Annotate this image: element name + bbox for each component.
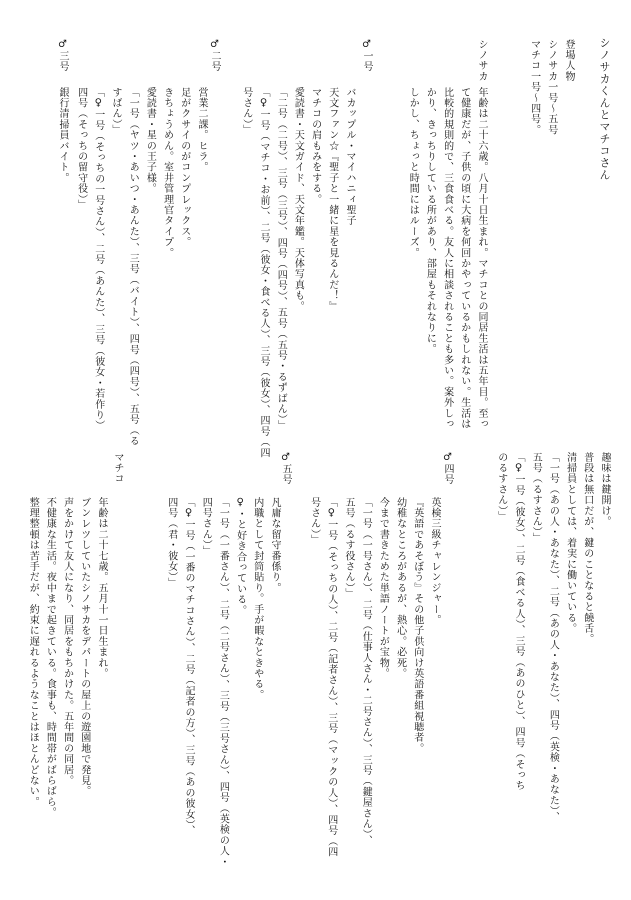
intro-line: マチコ一号～四号。 bbox=[528, 39, 540, 136]
description-line: マチコの肩もみをする。 bbox=[309, 87, 321, 205]
description-line: かり、きっちりしている所があり、部屋もそれなりに。 bbox=[424, 87, 436, 355]
description-line: 「♀一号（マチコ・お前）、二号（彼女・食べる人）、三号（彼女）、四号（四 bbox=[257, 87, 269, 459]
description-line: 「一号（一番さん）、二号（二号さん）、三号（三号さん）、四号（英検の人・ bbox=[217, 497, 229, 868]
description-line: 足がクサイのがコンプレックス。 bbox=[178, 87, 190, 248]
description-line: 「一号（ヤツ・あいつ・あんた）、三号（バイト）、四号（四号）、五号（る bbox=[127, 87, 139, 447]
description-line: 五号（るす役さん）」 bbox=[342, 497, 354, 599]
machiko-heading: マチコ bbox=[112, 452, 123, 485]
description-line: 比較的規則的で、三食食べる。友人に相談されることも多い。案外しっ bbox=[441, 87, 453, 430]
description-line: 声をかけて友人になり、同居をもちかけた。五年間の同居。 bbox=[61, 497, 73, 786]
description-line: しかし、ちょっと時間にはルーズ。 bbox=[407, 87, 419, 259]
male-3-heading: ♂三号 bbox=[57, 39, 68, 73]
male-5-heading: ♂五号 bbox=[280, 452, 291, 486]
description-line: ♀・と好き合っている。 bbox=[234, 497, 246, 616]
description-line: 今まで書きためた単語ノートが宝物。 bbox=[377, 497, 389, 679]
description-line: 「一号（一号さん）、二号（仕事人さん・二号さん）、三号（鍵屋さん）、 bbox=[360, 497, 372, 846]
document-title: シノサカくんとマチコさん bbox=[598, 37, 611, 181]
description-line: のるすさん）」 bbox=[495, 452, 507, 522]
machiko-description bbox=[24, 497, 110, 818]
description-line: 天文ファン☆『聖子と一緒に星を見るんだ！』 bbox=[326, 87, 338, 312]
description-line: 「♀一号（そっちの人）、二号（記者さん）、三号（マックの人）、四号（四 bbox=[325, 497, 337, 858]
description-line: きちょうめん。室井管理官タイプ。 bbox=[161, 87, 173, 259]
description-line: 普段は無口だが、鍵のことなると饒舌。 bbox=[581, 452, 593, 645]
male-2-heading: ♂二号 bbox=[209, 39, 220, 73]
description-line: 営業二課。ヒラ。 bbox=[196, 87, 207, 173]
shinosaka-heading: シノサカ bbox=[476, 39, 487, 82]
description-line: 清掃員としては、着実に働いている。 bbox=[564, 452, 576, 634]
description-line: 整理整頓は苦手だが、約束に遅れるようなことはほとんどない。 bbox=[27, 497, 39, 808]
description-line: 年齢は二十六歳。八月十日生まれ。マチコとの同居生活は五年目。至っ bbox=[476, 87, 487, 430]
description-line: 五号（るすさん）」 bbox=[530, 452, 542, 544]
description-line: 四号さん）」 bbox=[200, 497, 212, 557]
description-line: 趣味は鍵開け。 bbox=[599, 452, 610, 527]
description-line: 愛読書・星の王子様。 bbox=[144, 87, 156, 194]
description-line: 「一号（あの人・あなた）、二号（あの人・あなた）、四号（英検・あなた）、 bbox=[547, 452, 559, 823]
description-line: 幼稚なところがあるが、熱心。必死。 bbox=[394, 497, 406, 679]
description-line: 不健康な生活。夜中まで起きている。食事も、時間帯がばらばら。 bbox=[44, 497, 56, 818]
male-3-description bbox=[54, 87, 71, 183]
description-line: 英検三級チャレンジャー。 bbox=[429, 497, 440, 626]
description-line: 「♀一号（一番のマチコさん）、二号（記者の方）、三号（あの彼女）、 bbox=[182, 497, 194, 837]
description-line: 号さん）」 bbox=[240, 87, 252, 136]
male-2-description bbox=[72, 87, 210, 447]
description-line: バカップル・マイハニィ聖子 bbox=[344, 87, 355, 227]
description-line: 凡庸な留守番係り。 bbox=[269, 497, 280, 594]
male-1-heading: ♂一号 bbox=[361, 39, 372, 73]
male-1-description bbox=[238, 87, 358, 458]
description-line: 愛読書・天文ガイド、天文年鑑。天体写真も。 bbox=[292, 87, 304, 312]
description-line: 「♀一号（彼女）、二号（食べる人）、三号（あのひと）、四号（そっち bbox=[512, 452, 524, 792]
description-line: 号さん）」 bbox=[308, 497, 320, 546]
intro-section bbox=[525, 39, 577, 135]
description-line: 『英語であそぼう』その他子供向け英語番組視聴者。 bbox=[411, 497, 423, 754]
male-4-description bbox=[305, 497, 443, 858]
male-5-description bbox=[163, 497, 283, 867]
description-line: 四号（君・彼女）」 bbox=[165, 497, 177, 589]
description-line: 「二号（二号）、三号（三号）、四号（四号）、五号（五号・るずばん）」 bbox=[275, 87, 287, 431]
description-line: すばん）」 bbox=[109, 87, 121, 136]
description-line: 内職として封筒貼り。手が暇なときやる。 bbox=[251, 497, 263, 701]
male-4-heading: ♂四号 bbox=[442, 452, 453, 486]
description-line: 「♀一号（そっちの一号さん）、二号（あんた）、三号（彼女・若作り） bbox=[92, 87, 104, 432]
description-line: て健康だが、子供の頃に大病を何回かやっているかもしれない。生活は bbox=[458, 87, 470, 430]
male-3-description-continued bbox=[493, 452, 613, 822]
description-line: 四号（そっちの留守役）」 bbox=[75, 87, 87, 211]
intro-line: シノサカ一号～五号 bbox=[545, 39, 557, 136]
shinosaka-description bbox=[404, 87, 490, 429]
description-line: 銀行清掃員バイト。 bbox=[57, 87, 68, 184]
intro-line: 登場人物 bbox=[563, 39, 574, 82]
description-line: 年齢は二十七歳。五月十一日生まれ。 bbox=[96, 497, 107, 679]
description-line: ブンレツしていたシノサカをデパートの屋上の遊園地で発見。 bbox=[78, 497, 90, 797]
